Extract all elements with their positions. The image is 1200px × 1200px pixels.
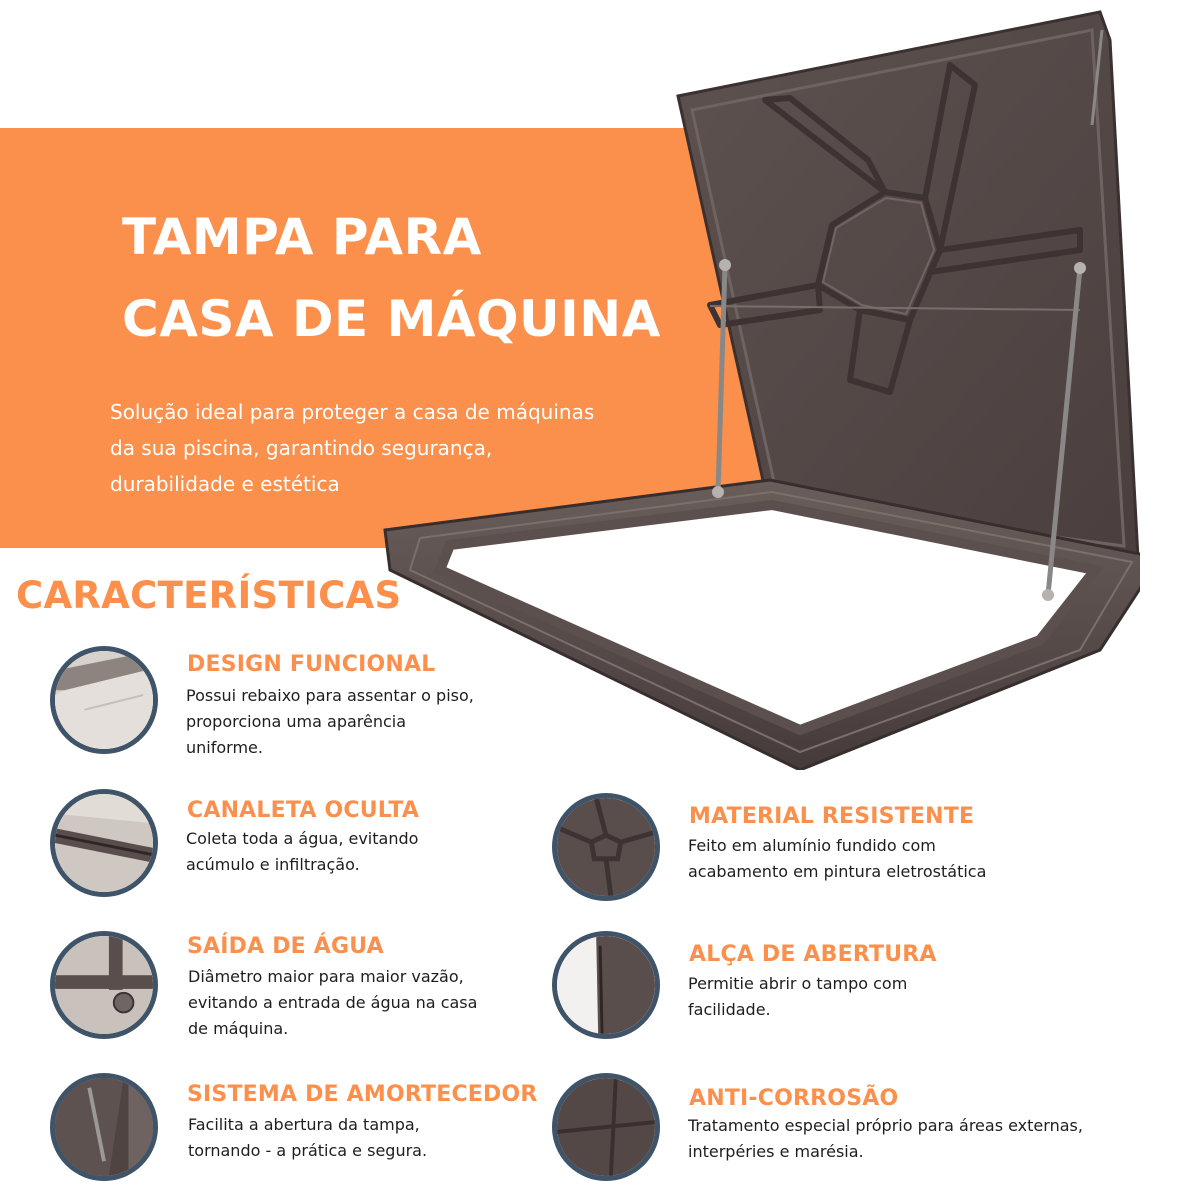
feature-line: Permitie abrir o tampo com xyxy=(688,974,908,993)
page-title xyxy=(122,196,661,360)
feature-description xyxy=(688,1113,1083,1165)
feature-line: Tratamento especial próprio para áreas externas, xyxy=(688,1116,1083,1135)
feature-thumb-opening-handle xyxy=(552,931,660,1039)
subtitle-line-2: da sua piscina, garantindo segurança, xyxy=(110,436,493,460)
feature-thumb-floor-recess xyxy=(50,646,158,754)
feature-title: SISTEMA DE AMORTECEDOR xyxy=(187,1082,538,1107)
feature-line: facilidade. xyxy=(688,1000,771,1019)
feature-description xyxy=(186,683,474,761)
feature-description xyxy=(688,971,907,1023)
feature-description xyxy=(188,1112,427,1164)
page-title-line-1: TAMPA PARA xyxy=(122,208,482,266)
subtitle-line-1: Solução ideal para proteger a casa de máquinas xyxy=(110,400,595,424)
feature-thumb-lid-pattern xyxy=(552,793,660,901)
page-subtitle xyxy=(110,394,690,502)
section-title-caracteristicas: CARACTERÍSTICAS xyxy=(16,574,402,617)
feature-line: acúmulo e infiltração. xyxy=(186,855,360,874)
feature-title: CANALETA OCULTA xyxy=(187,798,420,823)
feature-line: proporciona uma aparência xyxy=(186,712,407,731)
feature-line: Possui rebaixo para assentar o piso, xyxy=(186,686,474,705)
feature-description xyxy=(188,964,477,1042)
feature-line: Coleta toda a água, evitando xyxy=(186,829,419,848)
feature-title: SAÍDA DE ÁGUA xyxy=(187,934,384,959)
feature-line: acabamento em pintura eletrostática xyxy=(688,862,987,881)
feature-line: uniforme. xyxy=(186,738,263,757)
feature-thumb-hidden-channel xyxy=(50,789,158,897)
feature-title: ALÇA DE ABERTURA xyxy=(689,942,937,967)
feature-line: Facilita a abertura da tampa, xyxy=(188,1115,420,1134)
product-photo-hatch-cover xyxy=(380,10,1140,770)
feature-line: de máquina. xyxy=(188,1019,289,1038)
feature-description xyxy=(186,826,418,878)
feature-line: evitando a entrada de água na casa xyxy=(188,993,478,1012)
feature-line: Diâmetro maior para maior vazão, xyxy=(188,967,464,986)
feature-description xyxy=(688,833,986,885)
feature-line: tornando - a prática e segura. xyxy=(188,1141,428,1160)
feature-title: ANTI-CORROSÃO xyxy=(689,1086,899,1111)
feature-thumb-coated-surface xyxy=(552,1073,660,1181)
feature-line: Feito em alumínio fundido com xyxy=(688,836,936,855)
subtitle-line-3: durabilidade e estética xyxy=(110,472,340,496)
feature-title: DESIGN FUNCIONAL xyxy=(187,652,436,677)
feature-thumb-gas-strut xyxy=(50,1073,158,1181)
page-title-line-2: CASA DE MÁQUINA xyxy=(122,290,661,348)
feature-thumb-water-outlet xyxy=(50,931,158,1039)
feature-title: MATERIAL RESISTENTE xyxy=(689,804,975,829)
feature-line: interpéries e marésia. xyxy=(688,1142,864,1161)
